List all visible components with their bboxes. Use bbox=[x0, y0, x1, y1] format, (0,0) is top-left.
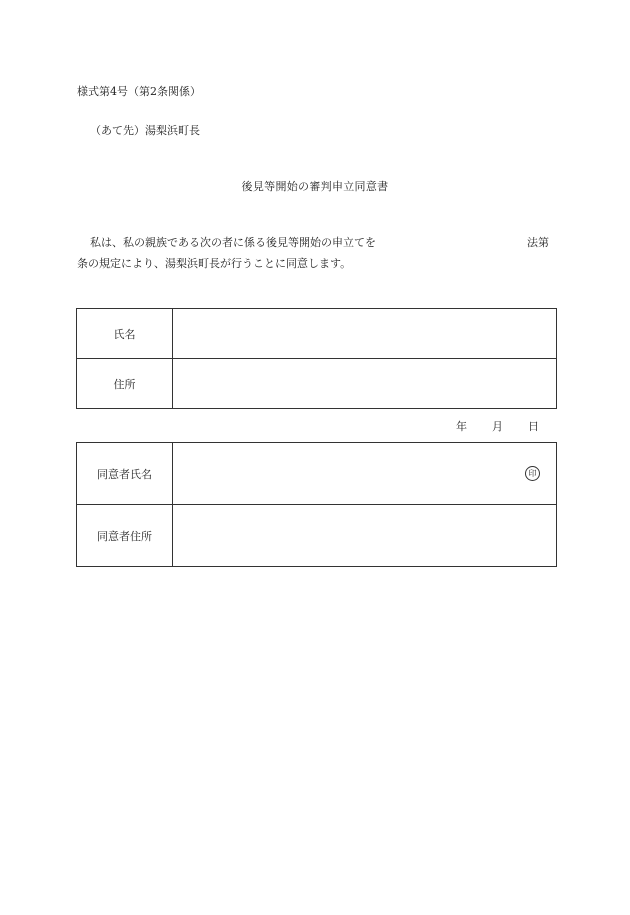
form-number: 様式第4号（第2条関係） bbox=[77, 85, 201, 98]
consent-statement-law-article: 法第 bbox=[527, 236, 549, 249]
consenter-name-row bbox=[77, 443, 557, 505]
consenter-name-label: 同意者氏名 bbox=[77, 443, 173, 505]
date-day-label: 日 bbox=[528, 420, 539, 433]
addressee: （あて先）湯梨浜町長 bbox=[90, 124, 200, 137]
subject-name-row bbox=[77, 309, 557, 359]
document-title: 後見等開始の審判申立同意書 bbox=[241, 180, 389, 193]
seal-mark-icon: 印 bbox=[525, 466, 540, 481]
consenter-address-label: 同意者住所 bbox=[77, 505, 173, 567]
subject-address-label: 住所 bbox=[77, 359, 173, 409]
subject-name-label: 氏名 bbox=[77, 309, 173, 359]
consent-statement-line2: 条の規定により、湯梨浜町長が行うことに同意します。 bbox=[77, 257, 352, 270]
subject-address-row bbox=[77, 359, 557, 409]
consenter-info-table bbox=[76, 442, 557, 567]
consenter-name-cell[interactable] bbox=[173, 443, 557, 505]
date-year-label: 年 bbox=[456, 420, 467, 433]
subject-name-field[interactable] bbox=[173, 309, 557, 359]
consent-statement-line1: 私は、私の親族である次の者に係る後見等開始の申立てを bbox=[90, 236, 376, 249]
subject-address-field[interactable] bbox=[173, 359, 557, 409]
date-month-label: 月 bbox=[492, 420, 503, 433]
subject-info-table bbox=[76, 308, 557, 409]
consenter-address-field[interactable] bbox=[173, 505, 557, 567]
consenter-address-row bbox=[77, 505, 557, 567]
date-line bbox=[0, 420, 630, 434]
